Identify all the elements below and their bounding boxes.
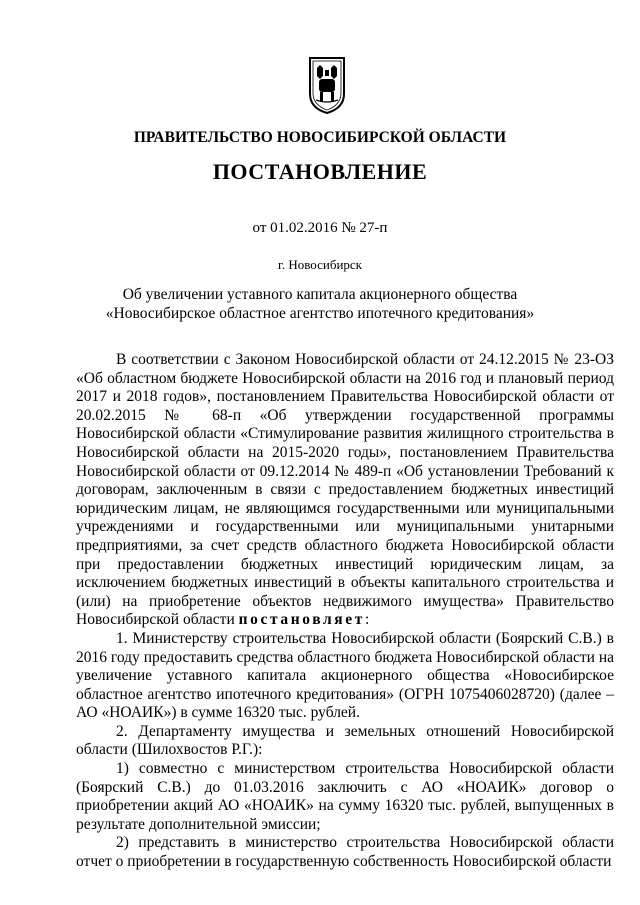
preamble-text: В соответствии с Законом Новосибирской области от 24.12.2015 № 23-ОЗ «Об областном бюджете Новосибирской области на 2016 год и плановый период 2017 и 2018 годов», постановлением Правительства Новосибирской области от 20.02.2015 № 68-п «Об утверждении государственной программы Новосибирской области «Стимулирование развития жилищного строительства в Новосибирской области на 2015-2020 годы», постановлением Правительства Новосибирской области от 09.12.2014 № 489-п «Об установлении Требований к договорам, заключенным в связи с предоставлением бюджетных инвестиций юридическим лицам, не являющимся государственными или муниципальными учреждениями и государственными или муниципальными унитарными предприятиями, за счет средств областного бюджета Новосибирской области при предоставлении бюджетных инвестиций юридическим лицам, за исключением бюджетных инвестиций в объекты капитального строительства и (или) на приобретение объектов недвижимого имущества» Правительство Новосибирской области [76,351,614,629]
item-2-1: 1) совместно с министерством строительства Новосибирской области (Боярский С.В.) до 01.03.2016 заключить с АО «НОАИК» договор о приобретении акций АО «НОАИК» на сумму 16320 тыс. рублей, выпущенных в результате дополнительной эмиссии; [76,760,614,833]
document-title [0,286,640,323]
resolves-colon: : [365,611,370,629]
date-and-number: от 01.02.2016 № 27-п [252,220,388,236]
coat-of-arms-icon [308,56,346,114]
item-2-2: 2) представить в министерство строительства Новосибирской области отчет о приобретении в государственную собственность Новосибирской области [76,834,614,871]
document-body [76,351,614,872]
government-name: ПРАВИТЕЛЬСТВО НОВОСИБИРСКОЙ ОБЛАСТИ [133,129,507,146]
document-type: ПОСТАНОВЛЕНИЕ [212,159,428,184]
item-1: 1. Министерству строительства Новосибирской области (Боярский С.В.) в 2016 году предоставить средства областного бюджета Новосибирской области на увеличение уставного капитала акционерного общества «Новосибирское областное агентство ипотечного кредитования» (ОГРН 1075406028720) (далее – АО «НОАИК») в сумме 16320 тыс. рублей. [76,629,614,722]
title-line-2: «Новосибирское областное агентство ипотечного кредитования» [105,304,535,322]
preamble-paragraph [76,351,614,630]
city: г. Новосибирск [277,257,362,272]
resolves-word: постановляет [238,611,365,629]
item-2: 2. Департаменту имущества и земельных отношений Новосибирской области (Шилохвостов Р.Г.): [76,722,614,759]
title-line-1: Об увеличении уставного капитала акционерного общества [122,286,518,303]
